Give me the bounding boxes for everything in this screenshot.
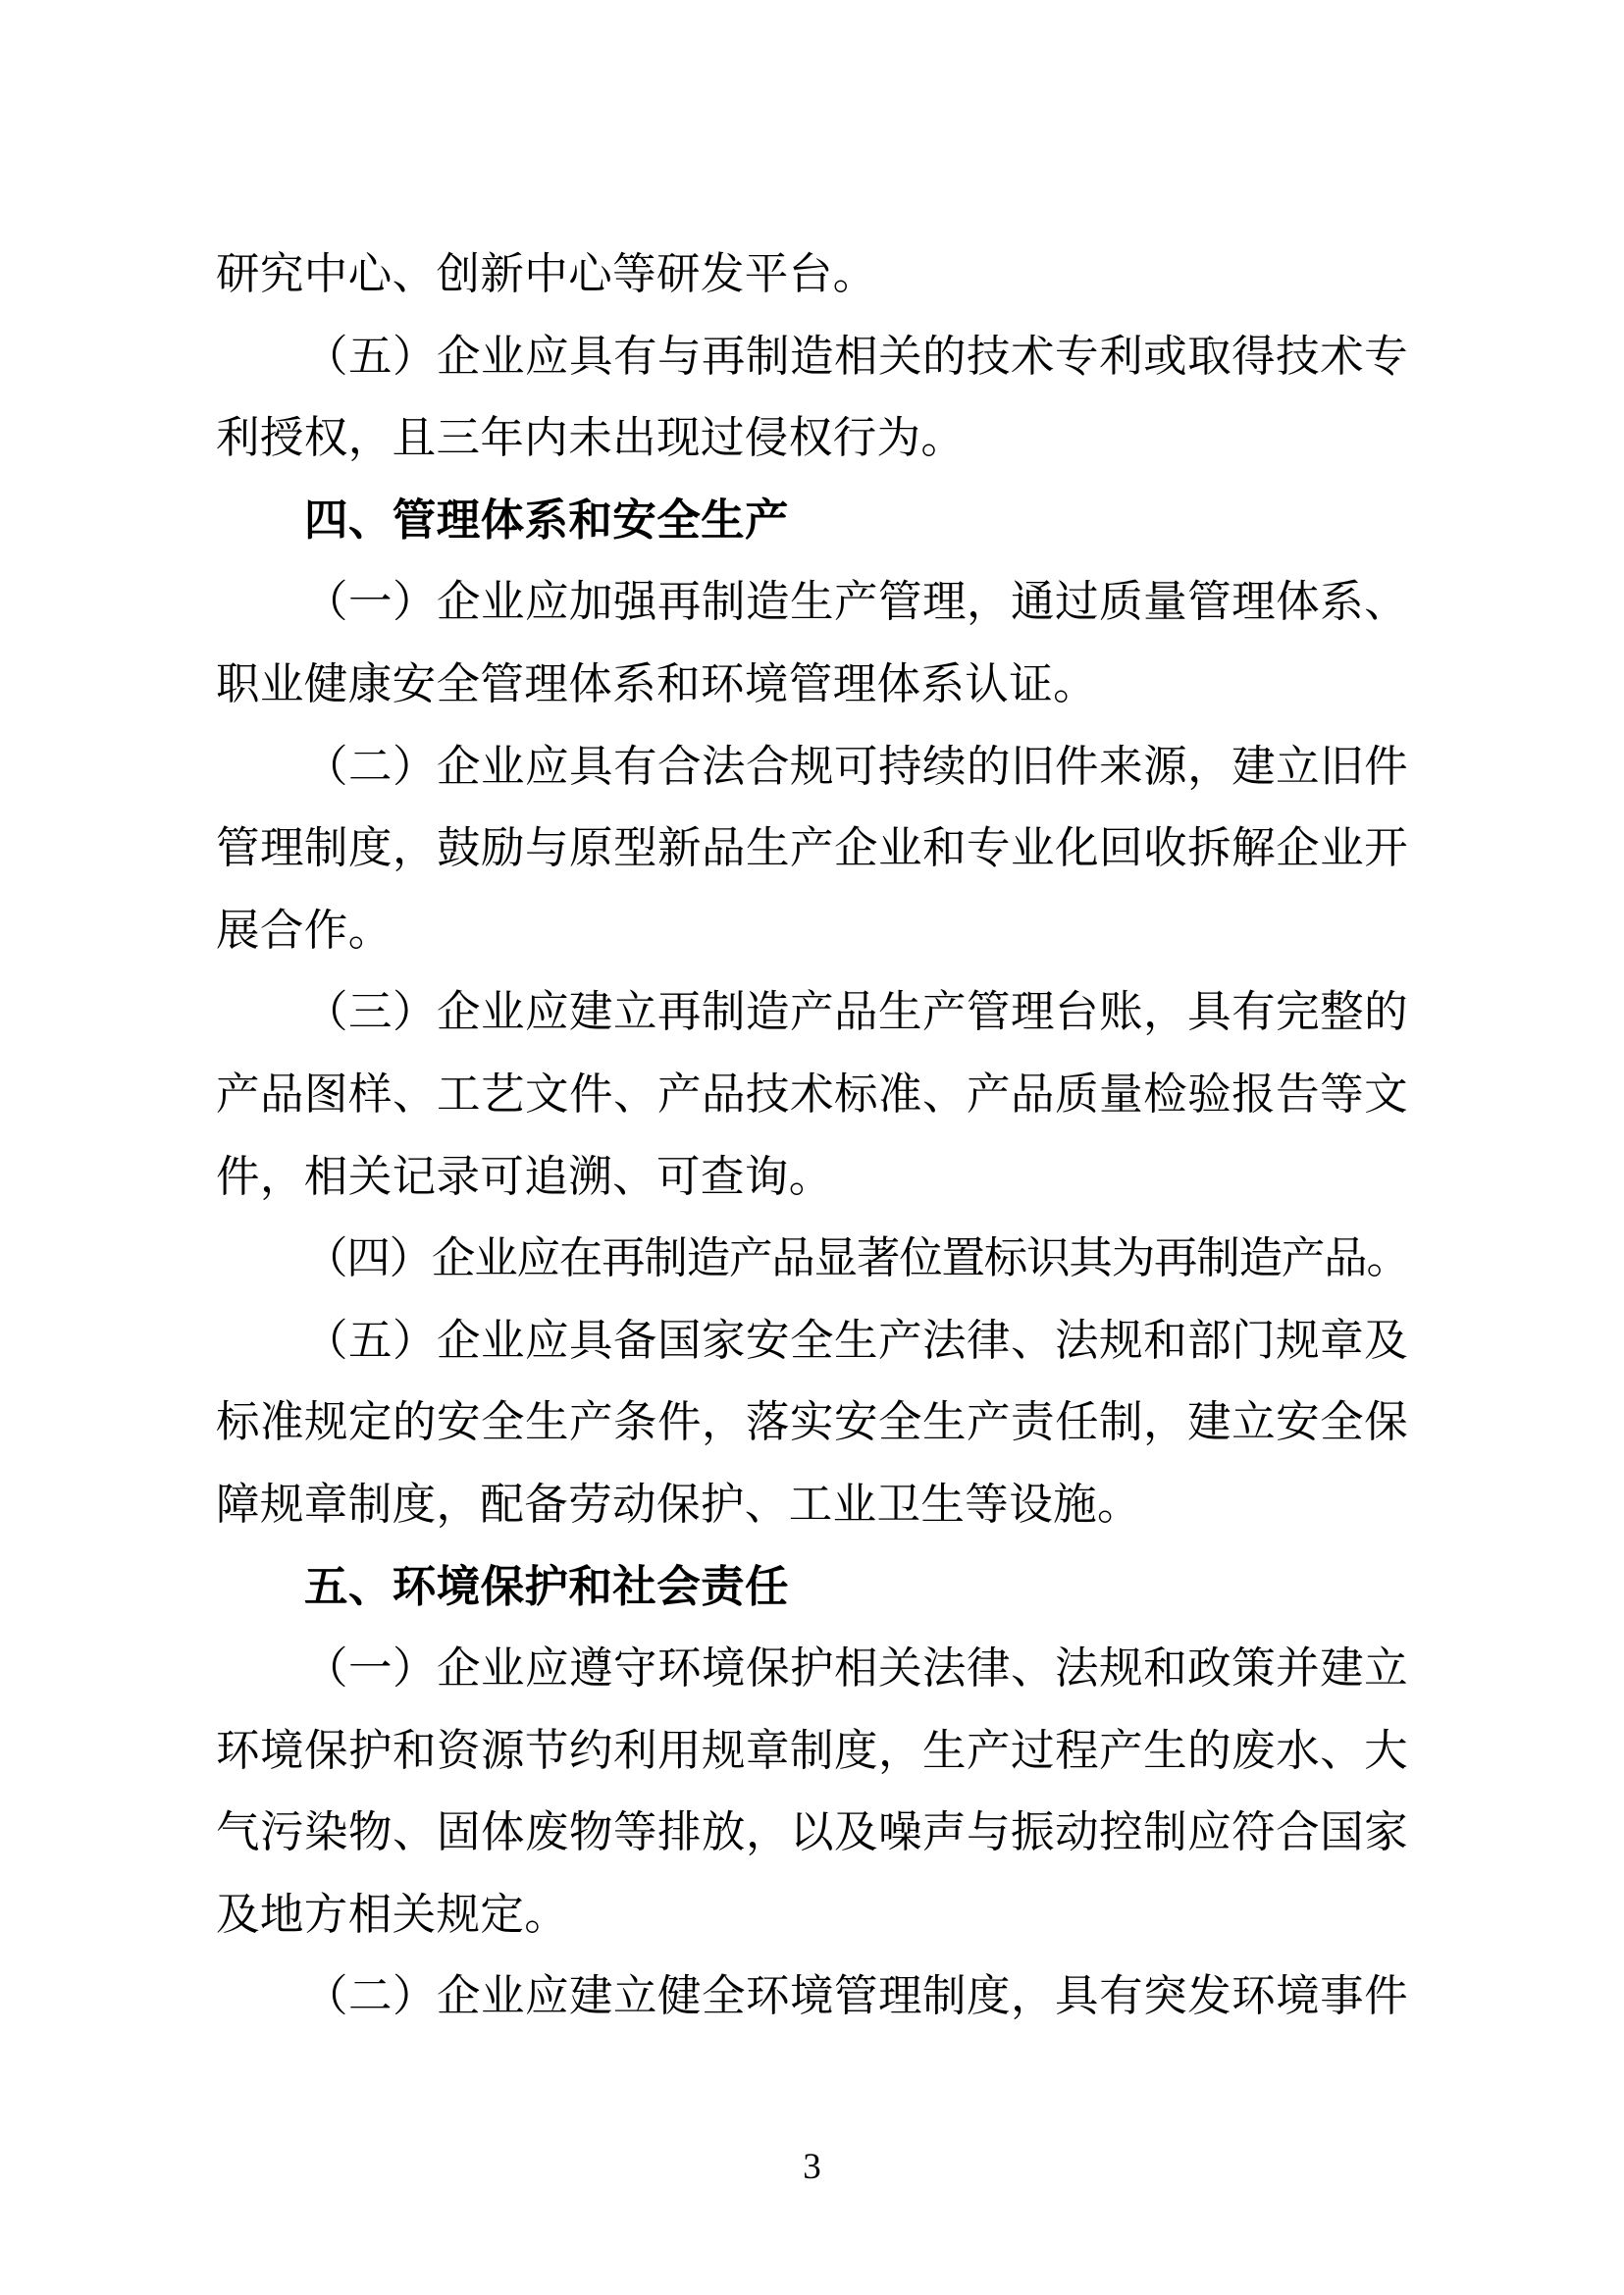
body-text-line: 件，相关记录可追溯、可查询。 — [216, 1151, 833, 1201]
body-text-line: （二）企业应具有合法合规可持续的旧件来源，建立旧件 — [304, 741, 1408, 791]
body-text-line: （四）企业应在再制造产品显著位置标识其为再制造产品。 — [304, 1233, 1408, 1283]
body-text-line: 环境保护和资源节约利用规章制度，生产过程产生的废水、大 — [216, 1725, 1408, 1775]
body-text-line: （三）企业应建立再制造产品生产管理台账，具有完整的 — [304, 987, 1408, 1037]
body-text-line: 管理制度，鼓励与原型新品生产企业和专业化回收拆解企业开 — [216, 823, 1408, 873]
body-text-line: 标准规定的安全生产条件，落实安全生产责任制，建立安全保 — [216, 1397, 1408, 1447]
body-text-line: （一）企业应遵守环境保护相关法律、法规和政策并建立 — [304, 1643, 1408, 1694]
body-text-line: 产品图样、工艺文件、产品技术标准、产品质量检验报告等文 — [216, 1069, 1408, 1119]
page-number: 3 — [803, 2147, 821, 2187]
body-text-line: 职业健康安全管理体系和环境管理体系认证。 — [216, 658, 1098, 708]
body-text-line: 利授权，且三年内未出现过侵权行为。 — [216, 413, 966, 463]
body-text-line: 研究中心、创新中心等研发平台。 — [216, 249, 877, 298]
section-heading: 五、环境保护和社会责任 — [304, 1561, 789, 1612]
body-text-line: 气污染物、固体废物等排放，以及噪声与振动控制应符合国家 — [216, 1807, 1408, 1857]
body-text-line: （五）企业应具备国家安全生产法律、法规和部门规章及 — [304, 1315, 1408, 1365]
body-text-line: 障规章制度，配备劳动保护、工业卫生等设施。 — [216, 1479, 1141, 1529]
body-text-line: （五）企业应具有与再制造相关的技术专利或取得技术专 — [304, 331, 1408, 381]
body-text-line: （一）企业应加强再制造生产管理，通过质量管理体系、 — [304, 577, 1408, 627]
document-body — [216, 234, 1408, 2038]
section-heading: 四、管理体系和安全生产 — [304, 495, 789, 546]
body-text-line: 及地方相关规定。 — [216, 1889, 569, 1939]
body-text-line: 展合作。 — [216, 905, 393, 955]
body-text-line: （二）企业应建立健全环境管理制度，具有突发环境事件 — [304, 1971, 1408, 2021]
